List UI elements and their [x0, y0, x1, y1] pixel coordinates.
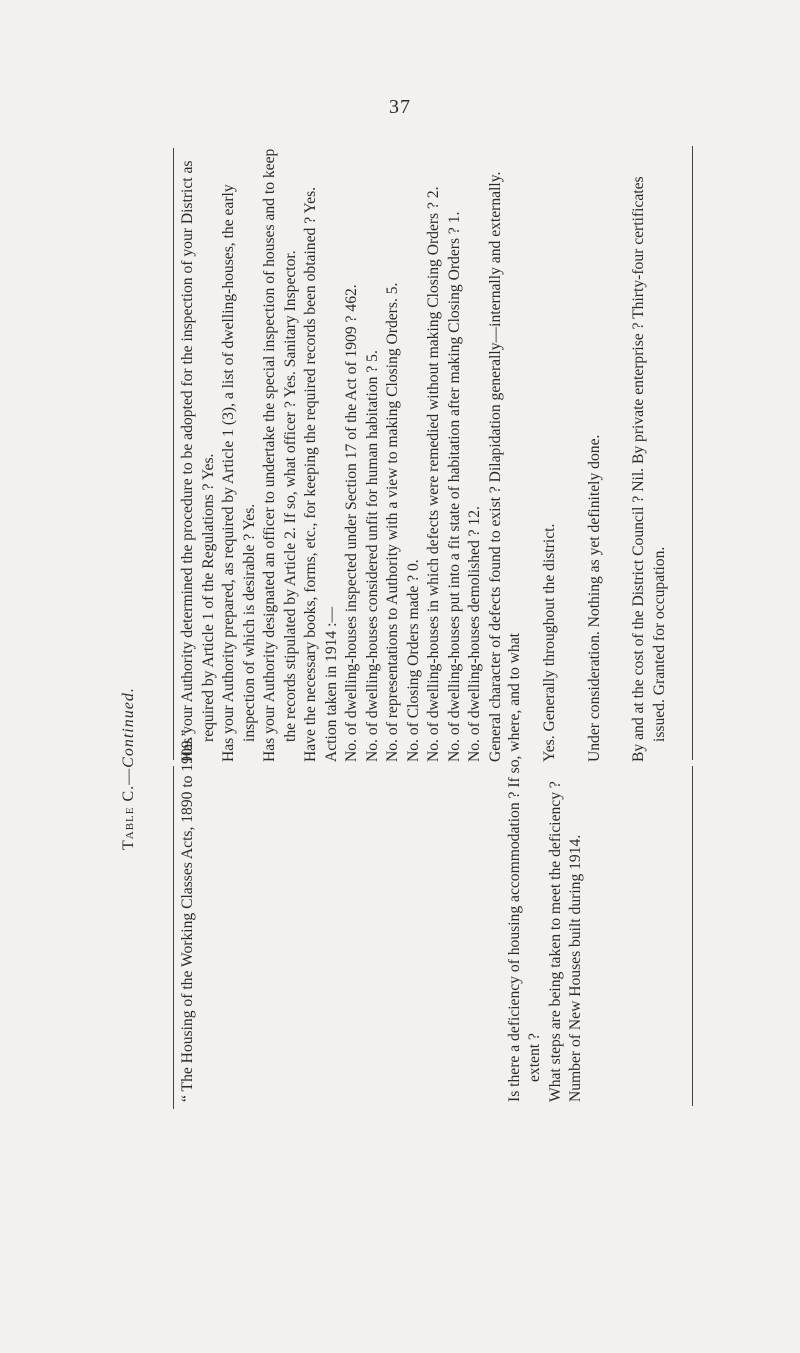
action-heading: Action taken in 1914 :— [322, 606, 340, 762]
question-deficiency: Is there a deficiency of housing accommodation ? If so, where, and to what extent ? [505, 633, 543, 1102]
left-rule-lower [173, 766, 174, 1109]
table-title-continued: Continued. [120, 687, 137, 768]
action-item: No. of dwelling-houses demolished ? 12. [466, 506, 483, 762]
question-steps: What steps are being taken to meet the deficiency ? [546, 781, 564, 1102]
table-title [120, 550, 138, 850]
table-title-separator: — [120, 767, 137, 785]
answer-deficiency: Yes. Generally throughout the district. [541, 523, 558, 762]
action-item: No. of dwelling-houses inspected under Section 17 of the Act of 1909 ? 462. [343, 284, 360, 762]
action-item: No. of Closing Orders made ? 0. [404, 559, 422, 762]
records-entry: Have the necessary books, forms, etc., for keeping the required records been obtained ? Yes. [302, 186, 319, 762]
page-number: 37 [389, 96, 411, 118]
answer-new-houses: By and at the cost of the District Council ? Nil. By private enterprise ? Thirty-four certificates issued. Granted for occupation. [630, 176, 668, 762]
action-item: No. of representations to Authority with a view to making Closing Orders. 5. [384, 282, 401, 762]
table-title-label: Table [120, 806, 137, 850]
list-entry: Has your Authority prepared, as required by Article 1 (3), a list of dwelling-houses, the early inspection of which is desirable ? Yes. [220, 184, 258, 762]
right-rule-lower [692, 766, 693, 1106]
answer-steps: Under consideration. Nothing as yet definitely done. [585, 434, 603, 762]
action-item: General character of defects found to exist ? Dilapidation generally—internally and externally. [486, 171, 504, 762]
question-new-houses: Number of New Houses built during 1914. [567, 834, 584, 1102]
table-title-number: C. [120, 784, 137, 802]
procedure-entry: Has your Authority determined the procedure to be adopted for the inspection of your District as required by Article 1 of the Regulations ? Yes. [179, 160, 217, 762]
left-column-heading: “ The Housing of the Working Classes Acts, 1890 to 1909.” [179, 729, 196, 1102]
action-item: No. of dwelling-houses considered unfit for human habitation ? 5. [363, 350, 381, 762]
right-rule-upper [692, 146, 693, 760]
action-item: No. of dwelling-houses put into a fit state of habitation after making Closing Orders ? 1. [445, 211, 463, 762]
right-column [178, 142, 670, 762]
officer-entry: Has your Authority designated an officer to undertake the special inspection of houses and to keep the records stipulated by Article 2. If so, what officer ? Yes. Sanitary Inspector. [261, 148, 299, 762]
action-item: No. of dwelling-houses in which defects were remedied without making Closing Orders ? 2. [425, 186, 442, 762]
left-rule-upper [173, 148, 174, 760]
